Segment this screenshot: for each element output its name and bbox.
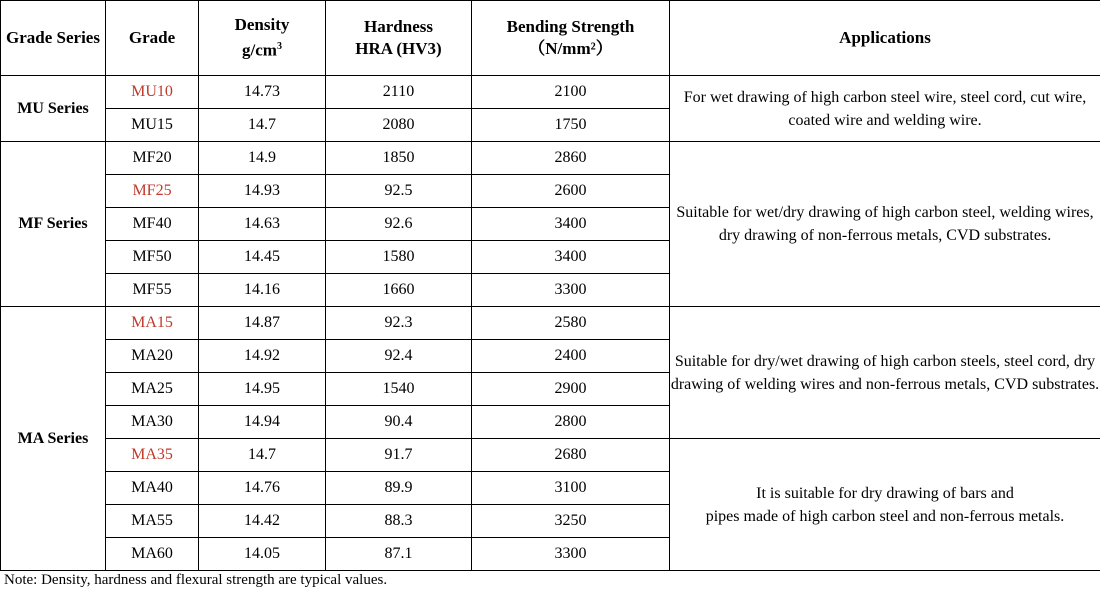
hardness-cell: 92.3: [326, 307, 472, 340]
density-cell: 14.7: [199, 439, 326, 472]
grade-cell: MA40: [106, 472, 199, 505]
grade-cell: MU10: [106, 76, 199, 109]
grade-cell: MF55: [106, 274, 199, 307]
hardness-cell: 92.6: [326, 208, 472, 241]
applications-mf: Suitable for wet/dry drawing of high carbon steel, welding wires, dry drawing of non-ferrous metals, CVD substrates.: [670, 142, 1100, 307]
density-cell: 14.87: [199, 307, 326, 340]
grade-cell: MA25: [106, 373, 199, 406]
bending-cell: 2680: [472, 439, 670, 472]
header-hardness: Hardness HRA (HV3): [326, 1, 472, 76]
hardness-cell: 1580: [326, 241, 472, 274]
table-row: [1, 439, 1100, 472]
bending-cell: 2900: [472, 373, 670, 406]
header-density: Density $g/cm^3$: [199, 1, 326, 76]
header-row: [1, 1, 1100, 76]
hardness-cell: 2110: [326, 76, 472, 109]
density-cell: 14.95: [199, 373, 326, 406]
bending-cell: 1750: [472, 109, 670, 142]
series-ma: MA Series: [1, 307, 106, 571]
grade-cell: MA35: [106, 439, 199, 472]
hardness-cell: 89.9: [326, 472, 472, 505]
hardness-cell: 92.4: [326, 340, 472, 373]
density-cell: 14.76: [199, 472, 326, 505]
table-row: [1, 142, 1100, 175]
hardness-cell: 1850: [326, 142, 472, 175]
hardness-cell: 91.7: [326, 439, 472, 472]
density-cell: 14.63: [199, 208, 326, 241]
density-cell: 14.45: [199, 241, 326, 274]
grade-cell: MU15: [106, 109, 199, 142]
hardness-cell: 87.1: [326, 538, 472, 571]
density-cell: 14.42: [199, 505, 326, 538]
bending-cell: 2400: [472, 340, 670, 373]
grade-cell: MA55: [106, 505, 199, 538]
hardness-cell: 1540: [326, 373, 472, 406]
hardness-cell: 90.4: [326, 406, 472, 439]
density-cell: 14.7: [199, 109, 326, 142]
applications-ma-wet-dry: Suitable for dry/wet drawing of high carbon steels, steel cord, dry drawing of welding wires and non-ferrous metals, CVD substrates.: [670, 307, 1100, 439]
table-row: [1, 307, 1100, 340]
grade-cell: MA60: [106, 538, 199, 571]
header-applications: Applications: [670, 1, 1100, 76]
bending-cell: 3300: [472, 274, 670, 307]
bending-cell: 3400: [472, 241, 670, 274]
applications-ma-bars-pipes: It is suitable for dry drawing of bars and pipes made of high carbon steel and non-ferrous metals.: [670, 439, 1100, 571]
grade-cell: MF50: [106, 241, 199, 274]
density-cell: 14.73: [199, 76, 326, 109]
grade-cell: MA30: [106, 406, 199, 439]
density-cell: 14.92: [199, 340, 326, 373]
table-row: [1, 76, 1100, 109]
density-cell: 14.94: [199, 406, 326, 439]
header-grade-series: Grade Series: [1, 1, 106, 76]
bending-cell: 2600: [472, 175, 670, 208]
grade-cell: MF25: [106, 175, 199, 208]
density-cell: 14.05: [199, 538, 326, 571]
applications-mu: For wet drawing of high carbon steel wire, steel cord, cut wire, coated wire and welding wire.: [670, 76, 1100, 142]
header-grade: Grade: [106, 1, 199, 76]
density-cell: 14.16: [199, 274, 326, 307]
grade-cell: MA15: [106, 307, 199, 340]
grade-cell: MA20: [106, 340, 199, 373]
bending-cell: 3100: [472, 472, 670, 505]
hardness-cell: 1660: [326, 274, 472, 307]
grade-cell: MF40: [106, 208, 199, 241]
density-cell: 14.93: [199, 175, 326, 208]
hardness-cell: 2080: [326, 109, 472, 142]
series-mf: MF Series: [1, 142, 106, 307]
bending-cell: 3300: [472, 538, 670, 571]
hardness-cell: 88.3: [326, 505, 472, 538]
density-cell: 14.9: [199, 142, 326, 175]
bending-cell: 3400: [472, 208, 670, 241]
bending-cell: 2800: [472, 406, 670, 439]
bending-cell: 2860: [472, 142, 670, 175]
hardness-cell: 92.5: [326, 175, 472, 208]
bending-cell: 3250: [472, 505, 670, 538]
series-mu: MU Series: [1, 76, 106, 142]
footnote: Note: Density, hardness and flexural strength are typical values.: [4, 572, 388, 588]
bending-cell: 2580: [472, 307, 670, 340]
header-bending-strength: Bending Strength （N/mm²）: [472, 1, 670, 76]
bending-cell: 2100: [472, 76, 670, 109]
grade-cell: MF20: [106, 142, 199, 175]
